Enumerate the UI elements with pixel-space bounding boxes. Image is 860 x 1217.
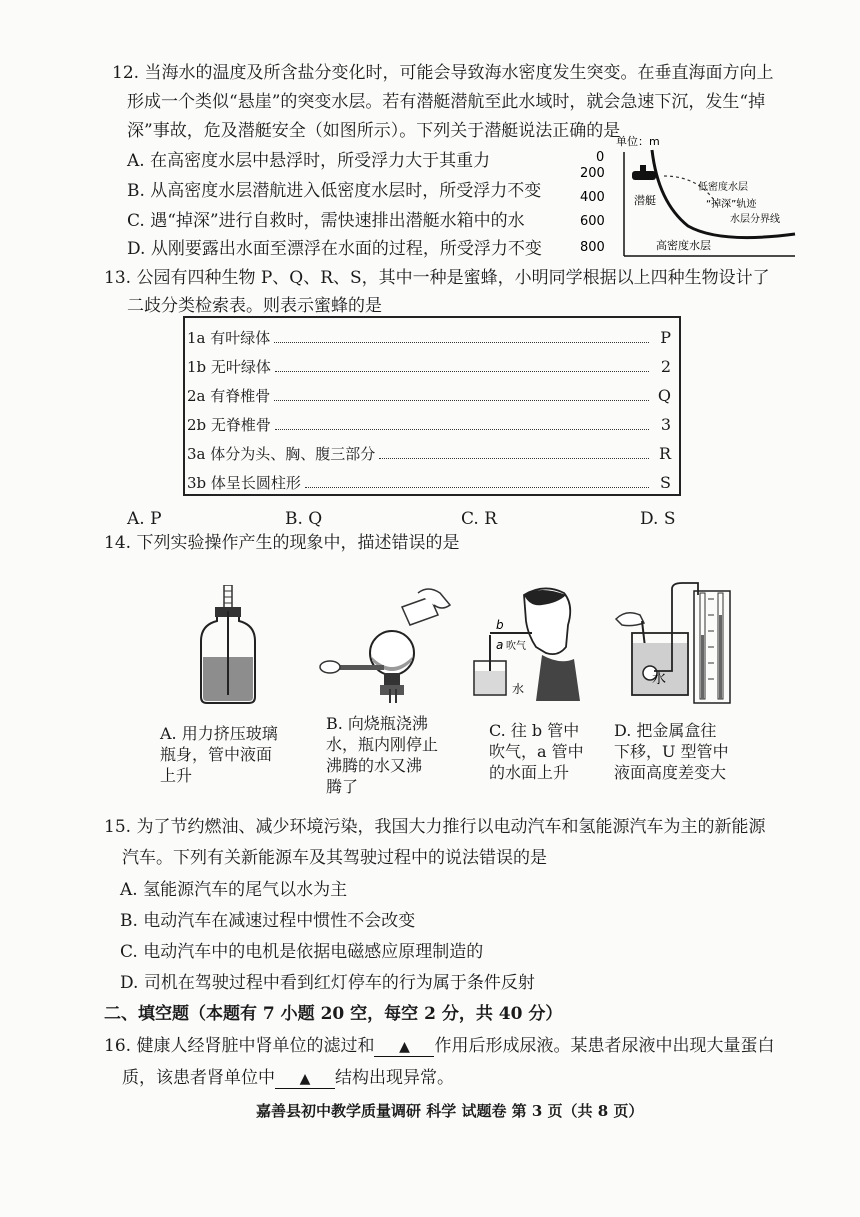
figure-a-glass-bottle bbox=[195, 585, 265, 705]
q13-option-b: B. Q bbox=[285, 509, 323, 529]
q13-option-c: C. R bbox=[461, 509, 498, 529]
label-water-c: 水 bbox=[512, 682, 525, 696]
depth-400: 400 bbox=[580, 190, 605, 205]
label-blow: 吹气 bbox=[506, 641, 526, 652]
label-b: b bbox=[496, 618, 504, 632]
key-row-3a: 3a 体分为头、胸、腹三部分 R bbox=[187, 443, 671, 463]
key-row-1b: 1b 无叶绿体 2 bbox=[187, 356, 671, 376]
q12-option-d: D. 从刚要露出水面至漂浮在水面的过程，所受浮力不变 bbox=[127, 239, 542, 259]
section2-heading: 二、填空题（本题有 7 小题 20 空，每空 2 分，共 40 分） bbox=[104, 1004, 563, 1024]
track-label: “掉深”轨迹 bbox=[706, 199, 757, 210]
q15-option-b: B. 电动汽车在减速过程中惯性不会改变 bbox=[120, 911, 416, 931]
q14-stem: 14. 下列实验操作产生的现象中，描述错误的是 bbox=[104, 533, 460, 553]
depth-0: 0 bbox=[596, 150, 605, 165]
key-row-1a: 1a 有叶绿体 P bbox=[187, 327, 671, 347]
q15-option-c: C. 电动汽车中的电机是依据电磁感应原理制造的 bbox=[120, 942, 484, 962]
q16-blank-1: ▲ bbox=[374, 1038, 434, 1057]
figure-c-blow-tube bbox=[470, 585, 590, 705]
depth-200: 200 bbox=[580, 166, 605, 181]
q16-blank-2: ▲ bbox=[275, 1070, 335, 1089]
q15-stem-line1: 15. 为了节约燃油、减少环境污染，我国大力推行以电动汽车和氢能源汽车为主的新能源 bbox=[104, 817, 766, 837]
depth-600: 600 bbox=[580, 214, 605, 229]
key-row-2b: 2b 无脊椎骨 3 bbox=[187, 414, 671, 434]
boundary-label: 水层分界线 bbox=[730, 214, 780, 225]
low-density-label: 低密度水层 bbox=[698, 182, 748, 193]
q15-option-a: A. 氢能源汽车的尾气以水为主 bbox=[120, 880, 348, 900]
label-a: a bbox=[496, 638, 504, 652]
q13-stem-line1: 13. 公园有四种生物 P、Q、R、S，其中一种是蜜蜂，小明同学根据以上四种生物设计了 bbox=[104, 268, 770, 288]
q14-caption-b: B. 向烧瓶浇沸 水，瓶内刚停止 沸腾的水又沸 腾了 bbox=[326, 714, 439, 796]
q13-option-d: D. S bbox=[640, 509, 676, 529]
q16-line1: 16. 健康人经肾脏中肾单位的滤过和 ▲ 作用后形成尿液。某患者尿液中出现大量蛋白 bbox=[104, 1036, 775, 1056]
dichotomous-key-table bbox=[183, 316, 681, 496]
q12-stem-line2: 形成一个类似“悬崖”的突变水层。若有潜艇潜航至此水域时，就会急速下沉，发生“掉 bbox=[127, 92, 766, 112]
submarine-label: 潜艇 bbox=[634, 194, 656, 207]
q12-option-a: A. 在高密度水层中悬浮时，所受浮力大于其重力 bbox=[127, 151, 491, 171]
submarine-diagram bbox=[580, 132, 800, 264]
q14-caption-a: A. 用力挤压玻璃 瓶身，管中液面 上升 bbox=[160, 724, 278, 785]
label-water-d: 水 bbox=[652, 671, 666, 687]
q12-option-c: C. 遇“掉深”进行自救时，需快速排出潜艇水箱中的水 bbox=[127, 211, 525, 231]
q14-caption-c: C. 往 b 管中 吹气，a 管中 的水面上升 bbox=[489, 721, 584, 782]
q14-caption-d: D. 把金属盒往 下移，U 型管中 液面高度差变大 bbox=[614, 721, 729, 782]
diagram-unit: 单位：m bbox=[616, 135, 660, 148]
depth-800: 800 bbox=[580, 240, 605, 255]
figure-b-flask bbox=[310, 585, 460, 705]
key-row-3b: 3b 体呈长圆柱形 S bbox=[187, 472, 671, 492]
page-footer: 嘉善县初中教学质量调研 科学 试题卷 第 3 页（共 8 页） bbox=[256, 1102, 644, 1120]
q12-stem-line1: 12. 当海水的温度及所含盐分变化时，可能会导致海水密度发生突变。在垂直海面方向上 bbox=[112, 63, 774, 83]
q12-option-b: B. 从高密度水层潜航进入低密度水层时，所受浮力不变 bbox=[127, 181, 542, 201]
q13-stem-line2: 二歧分类检索表。则表示蜜蜂的是 bbox=[127, 296, 382, 316]
high-density-label: 高密度水层 bbox=[656, 239, 711, 252]
hand-icon-d bbox=[616, 613, 644, 626]
q15-stem-line2: 汽车。下列有关新能源车及其驾驶过程中的说法错误的是 bbox=[122, 848, 547, 868]
boy-body-icon bbox=[536, 655, 580, 701]
submarine-icon bbox=[632, 171, 656, 180]
key-row-2a: 2a 有脊椎骨 Q bbox=[187, 385, 671, 405]
q16-line2: 质，该患者肾单位中 ▲ 结构出现异常。 bbox=[122, 1068, 454, 1088]
q12-stem-line3: 深”事故，危及潜艇安全（如图所示）。下列关于潜艇说法正确的是 bbox=[127, 121, 621, 141]
q13-option-a: A. P bbox=[127, 509, 162, 529]
q15-option-d: D. 司机在驾驶过程中看到红灯停车的行为属于条件反射 bbox=[120, 973, 535, 993]
figure-d-pressure-gauge bbox=[612, 575, 742, 705]
